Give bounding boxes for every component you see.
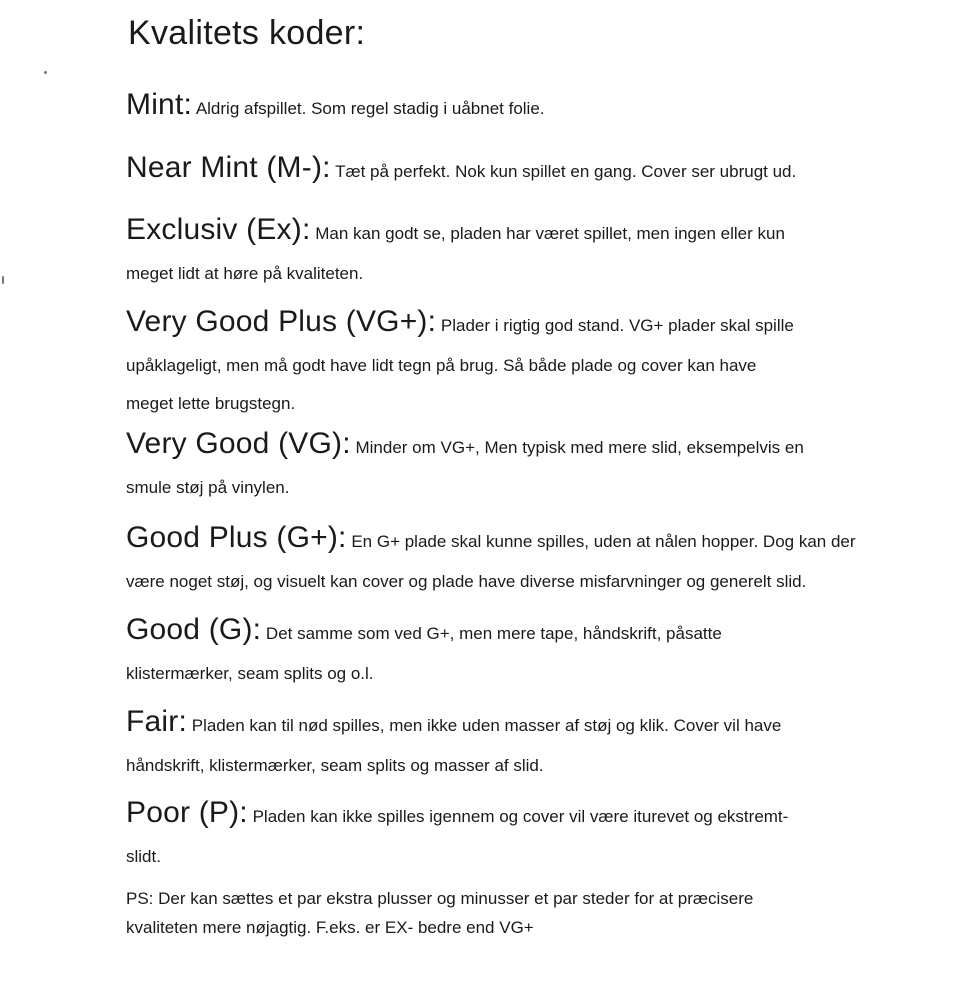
grade-entry <box>126 697 781 785</box>
grade-heading: Poor (P): <box>126 796 248 829</box>
grade-entry <box>126 788 788 876</box>
entry-line <box>126 419 804 469</box>
entry-line <box>126 513 856 563</box>
grade-heading: Very Good (VG): <box>126 427 351 460</box>
entry-line <box>126 297 794 347</box>
entry-line <box>126 385 794 423</box>
entry-line <box>126 605 722 655</box>
scan-speck <box>44 71 47 74</box>
entry-line <box>126 697 781 747</box>
grade-description: være noget støj, og visuelt kan cover og plade have diverse misfarvninger og generelt slid. <box>126 572 807 591</box>
entry-line <box>126 563 856 601</box>
entry-line <box>126 747 781 785</box>
entry-line <box>126 838 788 876</box>
grade-entry <box>126 513 856 601</box>
grade-heading: Fair: <box>126 705 187 738</box>
grade-description: slidt. <box>126 847 161 866</box>
grade-entry <box>126 205 785 293</box>
grade-description: Det samme som ved G+, men mere tape, håndskrift, påsatte <box>265 624 722 643</box>
grade-description: Minder om VG+, Men typisk med mere slid, eksempelvis en <box>355 438 804 457</box>
entry-line <box>126 80 545 130</box>
page-title: Kvalitets koder: <box>128 14 366 52</box>
entry-line <box>126 469 804 507</box>
grade-description: Aldrig afspillet. Som regel stadig i uåbnet folie. <box>195 99 545 118</box>
grade-description: En G+ plade skal kunne spilles, uden at nålen hopper. Dog kan der <box>351 532 856 551</box>
grade-heading: Mint: <box>126 88 193 121</box>
grade-entry <box>126 297 794 423</box>
grade-description: klistermærker, seam splits og o.l. <box>126 664 374 683</box>
entry-line <box>126 655 722 693</box>
grade-heading: Good Plus (G+): <box>126 521 347 554</box>
grade-heading: Good (G): <box>126 613 262 646</box>
entry-line <box>126 255 785 293</box>
grade-description: Pladen kan ikke spilles igennem og cover vil være iturevet og ekstremt- <box>252 807 789 826</box>
grade-description: meget lidt at høre på kvaliteten. <box>126 264 364 283</box>
grade-description: Plader i rigtig god stand. VG+ plader skal spille <box>440 316 794 335</box>
entry-line <box>126 347 794 385</box>
grade-entry <box>126 80 545 130</box>
grade-entry <box>126 143 796 193</box>
grade-description: upåklageligt, men må godt have lidt tegn på brug. Så både plade og cover kan have <box>126 356 757 375</box>
grade-description: Tæt på perfekt. Nok kun spillet en gang. Cover ser ubrugt ud. <box>335 162 797 181</box>
entry-line <box>126 143 796 193</box>
grade-entry <box>126 605 722 693</box>
grade-heading: Exclusiv (Ex): <box>126 213 311 246</box>
scan-speck <box>2 276 4 284</box>
grade-description: Pladen kan til nød spilles, men ikke uden masser af støj og klik. Cover vil have <box>191 716 782 735</box>
grade-description: Man kan godt se, pladen har været spillet, men ingen eller kun <box>315 224 785 243</box>
ps-line: PS: Der kan sættes et par ekstra plusser og minusser et par steder for at præcisere <box>126 889 754 908</box>
grade-heading: Near Mint (M-): <box>126 151 331 184</box>
entry-line <box>126 788 788 838</box>
grade-description: meget lette brugstegn. <box>126 394 296 413</box>
grade-description: håndskrift, klistermærker, seam splits og masser af slid. <box>126 756 544 775</box>
grade-description: smule støj på vinylen. <box>126 478 290 497</box>
grade-entry <box>126 419 804 507</box>
ps-line: kvaliteten mere nøjagtig. F.eks. er EX- bedre end VG+ <box>126 918 534 937</box>
grade-heading: Very Good Plus (VG+): <box>126 305 437 338</box>
entry-line <box>126 205 785 255</box>
postscript <box>126 884 753 942</box>
